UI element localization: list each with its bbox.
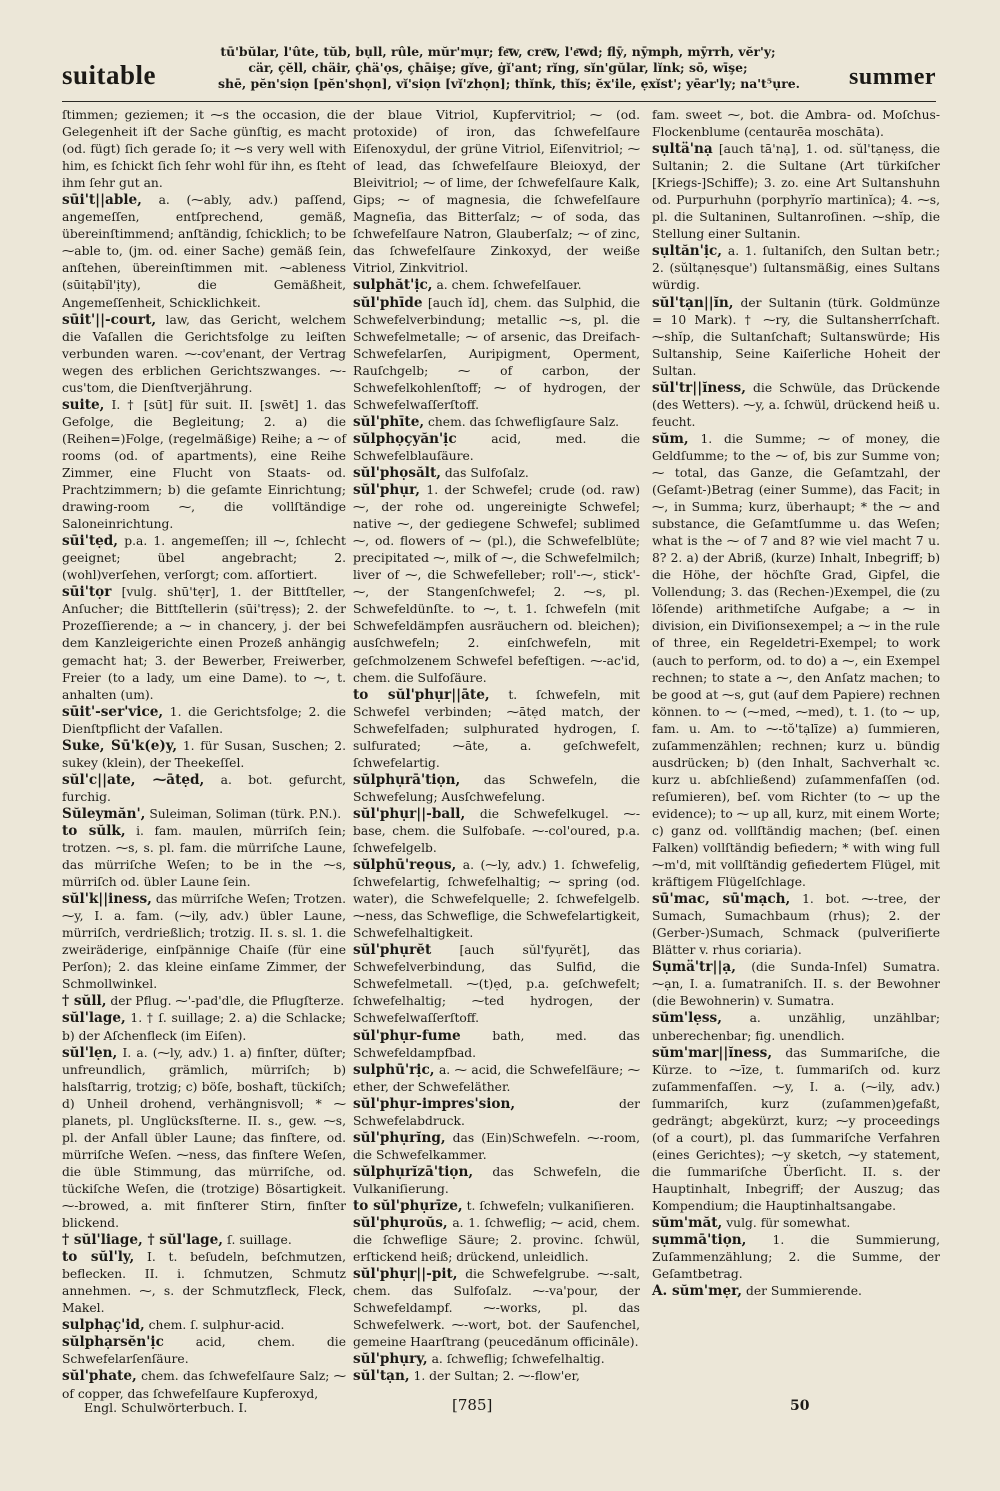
entry-definition: der Summierende. (745, 1284, 862, 1299)
dictionary-entry (353, 295, 640, 414)
dictionary-entry (62, 1317, 346, 1334)
entry-definition: das Schwefeln, die Schwefelung; Ausſchwefelung. (353, 772, 640, 804)
entry-headword: sŭl'lage, (62, 1010, 126, 1027)
dictionary-entry (353, 806, 640, 857)
header-guide-word-left: suitable (62, 60, 157, 90)
dictionary-entry (652, 431, 940, 891)
pronunciation-key-line: cär, çĕll, chäir, çhä'ọs, çhāişe; gĭve, ġĭ'ant; rĭng, sĭn'gŭlar, lĭnk; sō, wīşe; (248, 60, 748, 75)
dictionary-entry (62, 891, 346, 993)
entry-headword: to sŭl'phụrīze, (353, 1198, 463, 1214)
entry-headword: sū'mac, sū'mạch, (652, 891, 791, 908)
entry-definition: a. 1. ſultaniſch, den Sultan betr.; 2. (sŭltạnẹsque') ſultansmäßig, eines Sultans würdig. (652, 244, 940, 293)
entry-headword: sŭl'lẹn, (62, 1044, 118, 1061)
entry-definition: 1. die Gerichtsfolge; 2. die Dienſtpflicht der Vaſallen. (62, 704, 346, 736)
entry-definition: a. 1. ſchweflig; ⁓ acid, chem. die ſchweflige Säure; 2. provinc. ſchwül, erſtickend heiß; drückend, unleidlich. (353, 1216, 640, 1265)
entry-headword: sŭlphū'reọus, (353, 857, 457, 874)
dictionary-entry (62, 993, 346, 1010)
dictionary-entry (652, 1232, 940, 1283)
dictionary-entry (353, 1062, 640, 1096)
dictionary-entry (62, 806, 346, 823)
entry-headword: sŭm'măt, (652, 1215, 723, 1232)
column-2 (353, 107, 640, 1387)
dictionary-entry (353, 1351, 640, 1368)
dictionary-entry (353, 107, 640, 277)
entry-headword: † sŭl'liage, † sŭl'lage, (62, 1232, 224, 1249)
entry-definition: [auch tā'nạ], 1. od. sŭl'tạnẹss, die Sultanin; 2. die Sultane (Art türkiſcher [Kriegs-]Schiffe); 3. zo. eine Art Sultanshuhn od. Purpurhuhn (porphyrĭo martinĭca); 4. ⁓s, pl. die Sultaninen, Sultanroſinen. ⁓shĭp, die Stellung einer Sultanin. (652, 142, 940, 242)
dictionary-entry (353, 772, 640, 806)
dictionary-entry (62, 1232, 346, 1249)
entry-definition: p.a. 1. angemeſſen; ill ⁓, ſchlecht geeignet; übel angebracht; 2. (wohl)verſehen, verſorgt; com. aſſortiert. (62, 534, 346, 583)
entry-definition: 1. der Schwefel; crude (od. raw) ⁓, der rohe od. ungereinigte Schwefel; native ⁓, der gediegene Schwefel; sublimed ⁓, od. flowers of ⁓ (pl.), die Schwefelblüte; precipitated ⁓, milk of ⁓, die Schwefelmilch; liver of ⁓, die Schwefelleber; roll'-⁓, stick'-⁓, der Stangenſchwefel; 2. ⁓s, pl. Schwefeldünſte. to ⁓, t. 1. ſchwefeln (mit Schwefeldämpfen ausräuchern od. bleichen); ausſchwefeln; 2. einſchwefeln, mit geſchmolzenem Schwefel befeſtigen. ⁓-ac'id, chem. die Sulfoſäure. (353, 483, 640, 685)
dictionary-entry (353, 942, 640, 1027)
entry-definition: ſtimmen; geziemen; it ⁓s the occasion, die Gelegenheit iſt der Sache günſtig, es macht (od. fügt) ſich gerade ſo; it ⁓s very well with him, es ſchickt ſich ſehr wohl für ihn, es ſteht ihm ſehr gut an. (62, 108, 346, 191)
entry-definition: 1. bot. ⁓-tree, der Sumach, Sumachbaum (rhus); 2. der (Gerber-)Sumach, Schmack (pulveriſierte Blätter v. rhus coriaria). (652, 892, 940, 958)
dictionary-entry (62, 312, 346, 397)
entry-headword: sŭl'phụrĭng, (353, 1129, 446, 1146)
dictionary-entry (62, 192, 346, 311)
dictionary-entry (652, 295, 940, 380)
entry-headword: sŭlphụrĭzā'tiọn, (353, 1163, 474, 1180)
entry-headword: A. sŭm'mẹr, (652, 1283, 743, 1300)
entry-definition: [auch ĭd], chem. das Sulphid, die Schwefelverbindung; metallic ⁓s, pl. die Schwefelmetalle; ⁓ of arsenic, das Dreifach-Schwefelarſen, Auripigment, Operment, Rauſchgelb; ⁓ of carbon, der Schwefelkohlenſtoff; ⁓ of hydrogen, der Schwefelwaſſerſtoff. (353, 295, 640, 412)
entry-definition: I. t. beſudeln, beſchmutzen, beflecken. II. i. ſchmutzen, Schmutz annehmen. ⁓, s. der Schmutzfleck, Fleck, Makel. (62, 1250, 346, 1316)
entry-headword: sụmmā'tiọn, (652, 1232, 747, 1249)
entry-headword: sụltä'nạ (652, 141, 713, 158)
dictionary-entry (652, 959, 940, 1010)
dictionary-entry (353, 1368, 640, 1385)
dictionary-entry (62, 107, 346, 192)
entry-headword: sulphạç'id, (62, 1317, 145, 1334)
entry-headword: to sŭl'phụr||āte, (353, 686, 490, 703)
entry-headword: suite, (62, 396, 105, 413)
entry-definition: chem. das ſchwefligſaure Salz. (428, 414, 620, 429)
dictionary-entry (62, 1010, 346, 1044)
entry-definition: 1. die Summierung, Zuſammenzählung; 2. die Summe, der Geſamtbetrag. (652, 1233, 940, 1282)
entry-headword: sŭl'k||iness, (62, 891, 152, 908)
entry-definition: Suleiman, Soliman (türk. P.N.). (149, 806, 342, 821)
entry-definition: a. (⁓ly, adv.) 1. ſchwefelig, ſchwefelartig, ſchwefelhaltig; ⁓ spring (od. water), die Schwefelquelle; 2. ſchwefelgelb. ⁓ness, das Schweflige, die Schwefelartigkeit, Schwefelhaltigkeit. (353, 858, 640, 941)
dictionary-entry (652, 107, 940, 141)
header-rule (62, 101, 936, 102)
entry-headword: sŭl'phọsălt, (353, 464, 441, 481)
entry-definition: acid, chem. die Schwefelarſenſäure. (62, 1335, 346, 1367)
dictionary-entry (62, 704, 346, 738)
entry-definition: a. (⁓ably, adv.) paſſend, angemeſſen, entſprechend, gemäß, übereinſtimmend; anſtändig, ſchicklich; to be ⁓able to, (jm. od. einer Sache) gemäß ſein, anſtehen, übereinſtimmen mit. ⁓ableness (sūitạbĭl'ịty), die Gemäßheit, Angemeſſenheit, Schicklichkeit. (62, 193, 346, 310)
entry-definition: [auch sŭl'fyụrĕt], das Schwefelverbindung, das Sulfid, die Schwefelmetall. ⁓(t)ẹd, p.a. geſchwefelt; ſchwefelhaltig; ⁓ted hydrogen, der Schwefelwaſſerſtoff. (353, 943, 640, 1026)
footer-book-title: Engl. Schulwörterbuch. I. (84, 1400, 248, 1415)
entry-definition: 1. die Summe; ⁓ of money, die Geldſumme; to the ⁓ of, bis zur Summe von; ⁓ total, das Ganze, die Geſamtzahl, der (Geſamt-)Betrag (einer Summe), das Facit; in ⁓, in Summa; kurz, überhaupt; * the ⁓ and substance, die Geſamtſumme u. das Weſen; what is the ⁓ of 7 and 8? wie viel macht 7 u. 8? 2. a) der Abriß, (kurze) Inhalt, Inbegriff; b) die Höhe, der höchſte Grad, Gipfel, die Vollendung; 3. das (Rechen-)Exempel, die (zu löſende) arithmetiſche Aufgabe; a ⁓ in division, ein Diviſionsexempel; a ⁓ in the rule of three, ein Regeldetri-Exempel; to work (auch to perform, od. to do) a ⁓, ein Exempel rechnen; to state a ⁓, den Anſatz machen; to be good at ⁓s, gut (auf dem Papiere) rechnen können. to ⁓ (⁓med, ⁓med), t. 1. (to ⁓ up, fam. u. Am. to ⁓-tŏ'tạlīze) a) ſummieren, zuſammenzählen; rechnen; kurz u. bündig ausdrücken; b) (den Inhalt, Sachverhalt ꝛc. kurz u. abſchließend) zuſammenfaſſen (od. reſumieren), beſ. vom Richter (to ⁓ up the evidence); to ⁓ up all, kurz, mit einem Worte; c) ganz od. vollſtändig machen; (beſ. einen Falken) vollſtändig befiedern; * with wing full ⁓m'd, mit vollſtändig gefiedertem Flügel, mit kräftigem Flügelſchlage. (652, 431, 940, 890)
entry-headword: to sŭlk, (62, 822, 126, 839)
entry-headword: sŭlphụrā'tiọn, (353, 771, 461, 788)
entry-headword: sulphū'rịc, (353, 1061, 435, 1078)
entry-definition: a. ⁓ acid, die Schwefelſäure; ⁓ ether, der Schwefeläther. (353, 1062, 640, 1094)
entry-headword: sŭl'phụr-fume (353, 1027, 461, 1044)
entry-headword: sŭl'phụroŭs, (353, 1215, 448, 1232)
entry-headword: sŭl'phīte, (353, 413, 425, 430)
entry-definition: i. fam. maulen, mürriſch ſein; trotzen. ⁓s, s. pl. fam. die mürriſche Laune, das mürriſche Weſen; to be in the ⁓s, mürriſch od. übler Laune ſein. (62, 823, 346, 890)
entry-headword: to sŭl'ly, (62, 1249, 135, 1266)
entry-definition: I. † [sūt] für suit. II. [swēt] 1. das Gefolge, die Begleitung; 2. a) die (Reihen=)Folge, (regelmäßige) Reihe; a ⁓ of rooms (od. of apartments), eine Reihe Zimmer, eine Flucht von Staats- od. Prachtzimmern; b) die geſamte Einrichtung; drawing-room ⁓, die vollſtändige Saloneinrichtung. (62, 397, 346, 532)
entry-headword: sŭl'phate, (62, 1368, 137, 1385)
entry-headword: sŭm, (652, 430, 689, 447)
dictionary-entry (353, 1198, 640, 1215)
dictionary-entry (652, 243, 940, 294)
entry-headword: sŭl'phīde (353, 294, 423, 311)
dictionary-entry (353, 482, 640, 687)
dictionary-entry (353, 1096, 640, 1130)
dictionary-entry (652, 1045, 940, 1215)
dictionary-entry (353, 465, 640, 482)
dictionary-entry (652, 1283, 940, 1300)
dictionary-entry (62, 823, 346, 891)
entry-headword: sŭl'phụrĕt (353, 942, 432, 959)
entry-headword: sŭl'tạn, (353, 1368, 410, 1385)
entry-headword: sulphăt'ịc, (353, 277, 433, 294)
entry-definition: bath, med. das Schwefeldampfbad. (353, 1028, 640, 1060)
dictionary-entry (353, 414, 640, 431)
entry-definition: t. ſchwefeln, mit Schwefel verbinden; ⁓ātẹd match, der Schwefelfaden; sulphurated hydrogen, ſ. sulfurated; ⁓āte, a. geſchwefelt, ſchwefelartig. (353, 687, 640, 770)
dictionary-entry (62, 1045, 346, 1233)
entry-definition: chem. ſ. sulphur-acid. (148, 1318, 285, 1333)
entry-headword: sŭm'mar||ĭness, (652, 1044, 773, 1061)
entry-headword: sŭlphọçyăn'ịc (353, 430, 457, 447)
entry-headword: sŭl'phụry, (353, 1351, 428, 1368)
entry-definition: law, das Gericht, welchem die Vaſallen die Gerichtsfolge zu leiſten verbunden waren. ⁓-cov'enant, der Vertrag wegen des erblichen Gerichtszwanges. ⁓-cus'tom, die Dienſtverjährung. (62, 312, 346, 395)
dictionary-entry (353, 1028, 640, 1062)
dictionary-entry (62, 738, 346, 772)
pronunciation-key-line: shē, pĕn'siọn [pĕn'shọn], vĭ'siọn [vĭ'zhọn]; thĭnk, thĭs; ĕx'ile, ẹxĭst'; yēar'ly; na't⁵ụre. (218, 76, 800, 91)
entry-definition: die Schwüle, das Drückende (des Wetters). ⁓y, a. ſchwül, drückend heiß u. feucht. (652, 380, 940, 429)
dictionary-entry (353, 857, 640, 942)
dictionary-entry (652, 891, 940, 959)
entry-definition: der Schwefelabdruck. (353, 1096, 640, 1128)
header-guide-word-right: summer (849, 64, 936, 90)
entry-definition: t. ſchwefeln; vulkaniſieren. (466, 1199, 635, 1213)
footer-page-number: [785] (452, 1396, 493, 1414)
entry-definition: acid, med. die Schwefelblauſäure. (353, 431, 640, 463)
dictionary-entry (62, 1334, 346, 1368)
entry-definition: a. bot. gefurcht, furchig. (62, 772, 346, 804)
footer-signature-number: 50 (790, 1398, 810, 1414)
entry-headword: sūi't||able, (62, 192, 142, 209)
entry-headword: Sụmä'tr||ạ, (652, 959, 736, 976)
dictionary-entry (652, 141, 940, 243)
entry-definition: der Pflug. ⁓'-pad'dle, die Pflugſterze. (110, 994, 345, 1009)
entry-definition: vulg. für somewhat. (726, 1216, 851, 1231)
entry-headword: sŭl'phụr, (353, 482, 421, 499)
entry-definition: chem. das ſchwefelſaure Salz; ⁓ of copper, das ſchwefelſaure Kupferoxyd, (62, 1369, 346, 1401)
entry-definition: das Summariſche, die Kürze. to ⁓īze, t. ſummariſch od. kurz zuſammenfaſſen. ⁓y, I. a. (⁓ily, adv.) ſummariſch, kurz (zuſammen)gefaßt, gedrängt; abgekürzt, kurz; ⁓y proceedings (of a court), pl. das ſummariſche Verfahren (eines Gerichtes); ⁓y sketch, ⁓y statement, die ſummariſche Überſicht. II. s. der Hauptinhalt, Inbegriff; der Auszug; das Kompendium; die Hauptinhaltsangabe. (652, 1045, 940, 1213)
dictionary-entry (62, 1368, 346, 1402)
entry-headword: sūit'-ser'vice, (62, 703, 164, 720)
entry-headword: sūit'||-court, (62, 311, 157, 328)
entry-headword: sŭm'lẹss, (652, 1010, 722, 1027)
column-3 (652, 107, 940, 1387)
entry-definition: 1. der Sultan; 2. ⁓-flow'er, (413, 1369, 580, 1384)
entry-headword: sūi'tọr (62, 584, 112, 601)
entry-definition: a. chem. ſchwefelſauer. (436, 278, 582, 293)
entry-headword: sŭl'tr||ĭness, (652, 379, 746, 396)
dictionary-entry (652, 1010, 940, 1044)
dictionary-entry (353, 431, 640, 465)
entry-definition: 1. † ſ. suillage; 2. a) die Schlacke; b) der Aſchenfleck (im Eiſen). (62, 1011, 346, 1043)
entry-headword: sụltăn'ịc, (652, 243, 723, 260)
dictionary-entry (62, 584, 346, 703)
dictionary-entry (353, 277, 640, 294)
entry-definition: das (Ein)Schwefeln. ⁓-room, die Schwefelkammer. (353, 1130, 640, 1162)
entry-definition: das mürriſche Weſen; Trotzen. ⁓y, I. a. fam. (⁓ily, adv.) übler Laune, mürriſch, verdrießlich; trotzig. II. s. sl. 1. die zweiräderige, einſpännige Chaiſe (für eine Perſon); 2. das kleine einſame Zimmer, der Schmollwinkel. (62, 892, 346, 992)
dictionary-entry (62, 1249, 346, 1317)
entry-definition: a. unzählig, unzählbar; unberechenbar; fig. unendlich. (652, 1011, 940, 1043)
dictionary-entry (353, 1164, 640, 1198)
pronunciation-key (218, 44, 800, 92)
pronunciation-key-line: tū'bŭlar, l'ûte, tŭb, bụll, rûle, mŭr'mụr; fe͞w, cre͞w, l'e͞wd; flȳ, nȳmph, mȳrrh, vĕr'y; (220, 44, 776, 59)
entry-headword: sŭlphạrsĕn'ịc (62, 1334, 164, 1351)
entry-headword: sŭl'phụr||-pit, (353, 1266, 458, 1283)
dictionary-entry (353, 1266, 640, 1351)
entry-headword: sūi'tẹd, (62, 533, 119, 550)
dictionary-entry (652, 1215, 940, 1232)
entry-definition: das Schwefeln, die Vulkaniſierung. (353, 1164, 640, 1196)
entry-headword: sŭl'c||ate, ⁓ātẹd, (62, 771, 205, 788)
entry-headword: sŭl'tạn||ĭn, (652, 294, 734, 311)
entry-definition: a. ſchweflig; ſchwefelhaltig. (431, 1352, 605, 1367)
entry-headword: sŭl'phụr||-ball, (353, 805, 466, 822)
entry-definition: der blaue Vitriol, Kupfervitriol; ⁓ (od. protoxide) of iron, das ſchwefelſaure Eiſenoxydul, der grüne Vitriol, Eiſenvitriol; ⁓ of lead, das ſchwefelſaure Bleioxyd, der Bleivitriol; ⁓ of lime, der ſchwefelſaure Kalk, Gips; ⁓ of magnesia, die ſchwefelſaure Magneſia, das Bitterſalz; ⁓ of soda, das ſchwefelſaure Natron, Glauberſalz; ⁓ of zinc, das ſchwefelſaure Zinkoxyd, der weiße Vitriol, Zinkvitriol. (353, 108, 640, 276)
dictionary-entry (62, 397, 346, 533)
entry-definition: die Schwefelkugel. ⁓-base, chem. die Sulfobaſe. ⁓-col'oured, p.a. ſchwefelgelb. (353, 806, 640, 856)
entry-headword: sŭl'phụr-impres'sion, (353, 1095, 516, 1112)
entry-definition: der Sultanin (türk. Goldmünze = 10 Mark). † ⁓ry, die Sultansherrſchaft. ⁓shĭp, die Sultanſchaft; Sultanswürde; His Sultanship, Seine Kaiſerliche Hoheit der Sultan. (652, 295, 940, 378)
dictionary-entry (652, 380, 940, 431)
entry-definition: 1. für Susan, Suschen; 2. sukey (klein), der Theekeſſel. (62, 738, 346, 770)
entry-definition: [vulg. shū'tẹr], 1. der Bittſteller, Anſucher; die Bittſtellerin (sūi'trẹss); 2. der Prozeſſierende; a ⁓ in chancery, j. der bei dem Kanzleigerichte einen Prozeß anhängig gemacht hat; 3. der Bewerber, Freiwerber, Freier (to a lady, um eine Dame). to ⁓, t. anhalten (um). (62, 585, 346, 702)
entry-definition: (die Sunda-Inſel) Sumatra. ⁓ạn, I. a. ſumatraniſch. II. s. der Bewohner (die Bewohnerin) v. Sumatra. (652, 960, 940, 1009)
entry-definition: ſ. suillage. (226, 1233, 292, 1248)
column-1 (62, 107, 346, 1401)
entry-definition: die Schwefelgrube. ⁓-salt, chem. das Sulfoſalz. ⁓-va'pour, der Schwefeldampf. ⁓-works, pl. das Schwefelwerk. ⁓-wort, bot. der Saufenchel, gemeine Haarſtrang (peucedănum officināle). (353, 1267, 640, 1350)
dictionary-entry (62, 533, 346, 584)
entry-definition: fam. sweet ⁓, bot. die Ambra- od. Moſchus-Flockenblume (centaurēa moschāta). (652, 108, 940, 140)
entry-definition: I. a. (⁓ly, adv.) 1. a) finſter, düſter; unfreundlich, grämlich, mürriſch; b) halsſtarrig, trotzig; c) böſe, boshaft, tückiſch; d) Unheil drohend, verhängnisvoll; * ⁓ planets, pl. Unglücksſterne. II. s., gew. ⁓s, pl. der Anfall übler Laune; das finſtere, od. mürriſche Weſen. ⁓ness, das finſtere Weſen, die üble Stimmung, das mürriſche, od. tückiſche Weſen, die (trotzige) Bösartigkeit. ⁓-browed, a. mit finſterer Stirn, finſter blickend. (62, 1045, 346, 1231)
entry-headword: Suke, Sū'k(e)y, (62, 737, 178, 754)
dictionary-entry (62, 772, 346, 806)
entry-definition: das Sulfoſalz. (444, 465, 529, 480)
dictionary-entry (353, 687, 640, 772)
entry-headword: Sŭleymăn', (62, 805, 146, 822)
entry-headword: † sŭll, (62, 993, 107, 1010)
dictionary-entry (353, 1215, 640, 1266)
dictionary-entry (353, 1130, 640, 1164)
